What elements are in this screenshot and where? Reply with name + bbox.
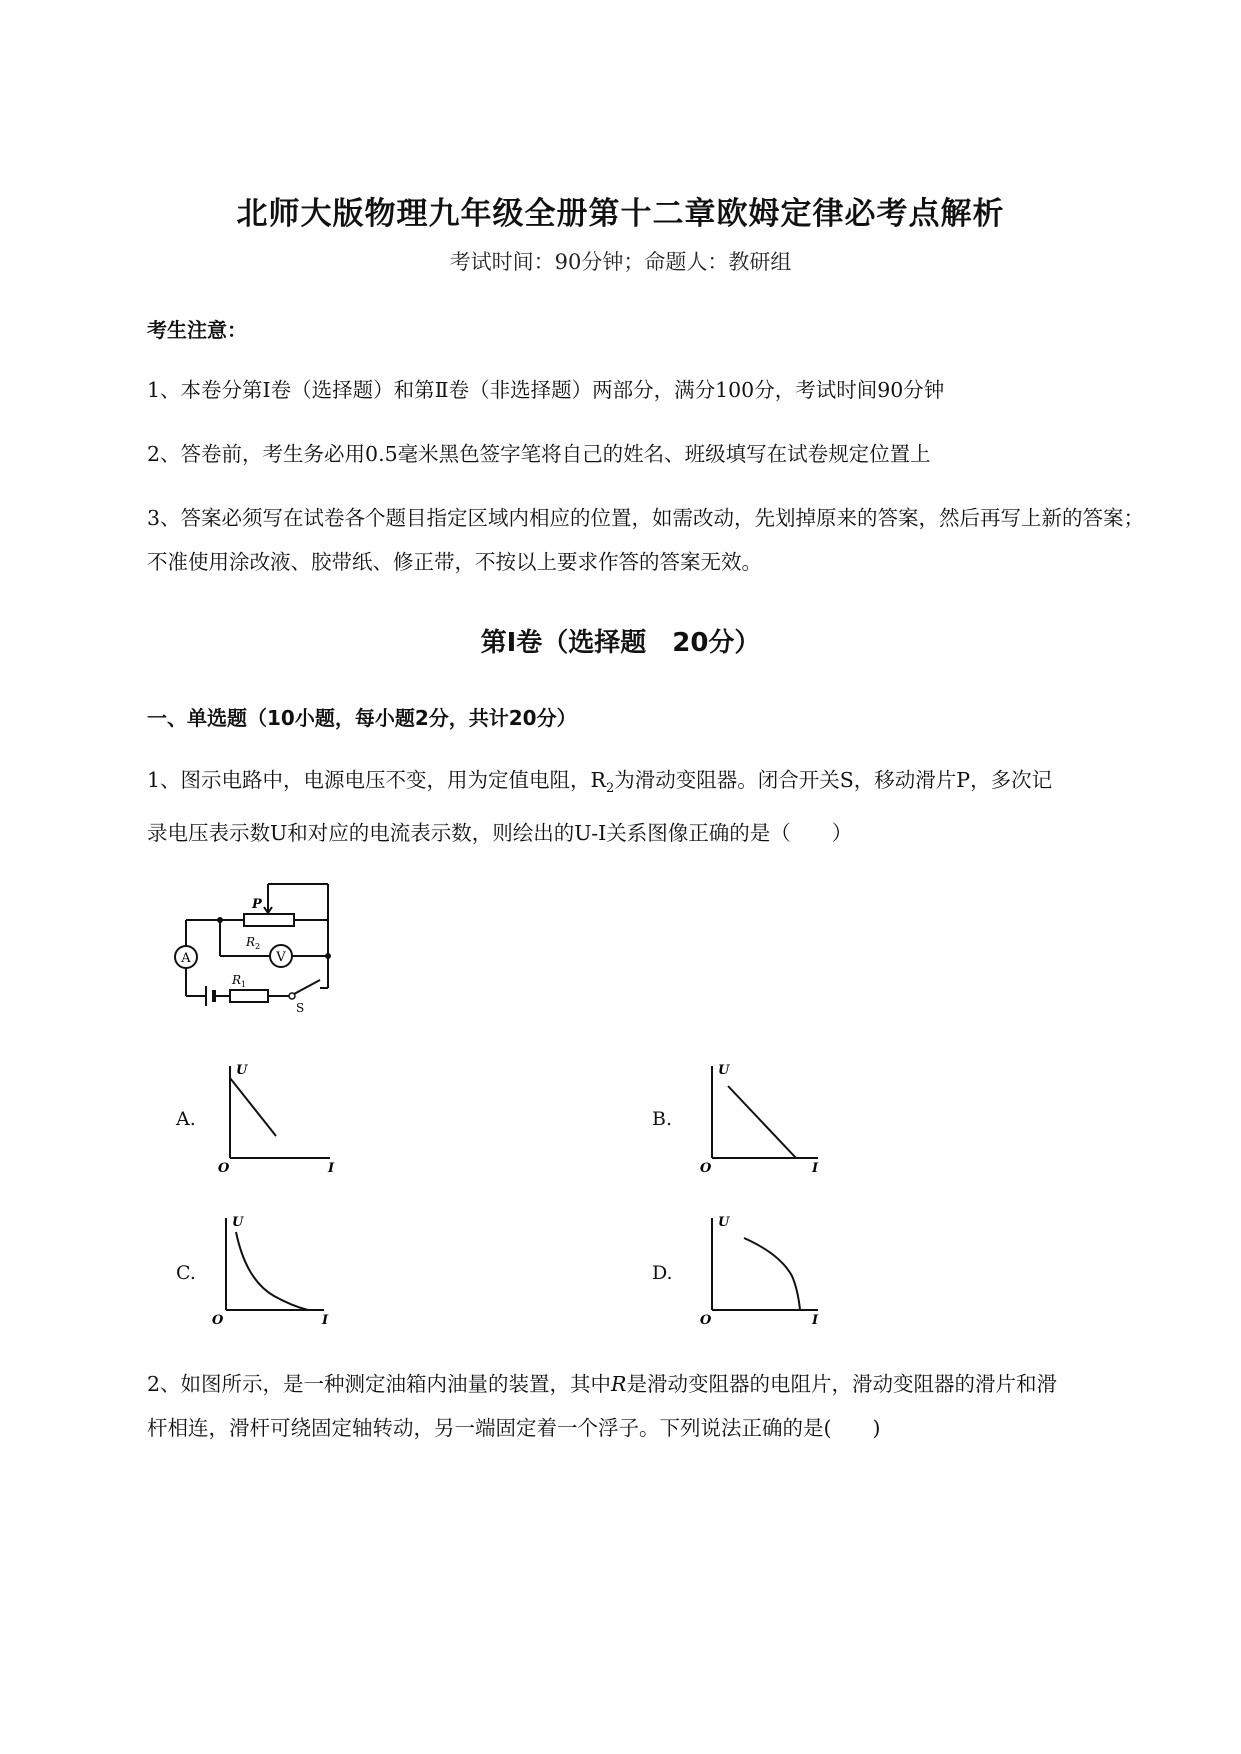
question-1-line-1: 1、图示电路中，电源电压不变，用为定值电阻，$R_2$为滑动变阻器。闭合开关S，移动滑片P，多次记 (147, 768, 1053, 797)
option-b-label[interactable]: B. (652, 1108, 673, 1130)
voltmeter-label: V (276, 950, 286, 965)
ammeter-label: A (181, 951, 191, 966)
option-a-curve (230, 1078, 276, 1136)
slider-label: P (252, 897, 262, 912)
part-heading: 一、单选题（10小题，每小题2分，共计20分） (147, 706, 577, 730)
option-d-graph[interactable] (700, 1210, 825, 1325)
notice-item-1: 1、本卷分第I卷（选择题）和第Ⅱ卷（非选择题）两部分，满分100分，考试时间90分钟 (147, 378, 945, 402)
svg-text:O: O (700, 1313, 712, 1325)
exam-info: 考试时间：90分钟；命题人：教研组 (449, 250, 792, 274)
svg-text:O: O (218, 1161, 230, 1173)
r1-sub: 1 (241, 980, 247, 989)
question-1 (147, 758, 1157, 855)
option-b-curve (728, 1086, 796, 1158)
switch-contact (289, 993, 295, 999)
question-1-line-2: 录电压表示数U和对应的电流表示数，则绘出的U-I关系图像正确的是（ ） (147, 821, 853, 846)
r2-label: R (246, 935, 256, 949)
svg-text:U: U (232, 1215, 244, 1230)
svg-text:O: O (700, 1161, 712, 1173)
svg-text:U: U (718, 1215, 730, 1230)
svg-text:U: U (718, 1063, 730, 1078)
option-c-graph[interactable] (212, 1210, 337, 1325)
option-d-curve (744, 1238, 800, 1310)
option-b-graph[interactable] (700, 1058, 825, 1173)
svg-text:I: I (812, 1161, 819, 1173)
question-2-line-1: 2、如图所示，是一种测定油箱内油量的装置，其中R是滑动变阻器的电阻片，滑动变阻器的滑片和滑 (147, 1372, 1057, 1396)
section-title: 第I卷（选择题 20分） (480, 628, 761, 658)
svg-text:O: O (212, 1313, 224, 1325)
question-2 (147, 1362, 1157, 1450)
svg-text:U: U (236, 1063, 248, 1078)
circuit-diagram (170, 878, 345, 1018)
option-c-label[interactable]: C. (176, 1262, 196, 1284)
svg-text:I: I (322, 1313, 329, 1325)
resistor-r1-shape (230, 990, 268, 1002)
option-d-label[interactable]: D. (652, 1262, 673, 1284)
page-title: 北师大版物理九年级全册第十二章欧姆定律必考点解析 (236, 196, 1005, 232)
notice-item-3: 3、答案必须写在试卷各个题目指定区域内相应的位置，如需改动，先划掉原来的答案，然后再写上新的答案；不准使用涂改液、胶带纸、修正带，不按以上要求作答的答案无效。 (147, 506, 1145, 574)
svg-text:I: I (328, 1161, 335, 1173)
option-a-graph[interactable] (218, 1058, 343, 1173)
switch-label: S (296, 1001, 305, 1015)
svg-text:I: I (812, 1313, 819, 1325)
rheostat-r2-shape (244, 914, 294, 926)
question-2-line-2: 杆相连，滑杆可绕固定轴转动，另一端固定着一个浮子。下列说法正确的是( ) (147, 1416, 881, 1440)
option-a-label[interactable]: A. (176, 1108, 196, 1130)
notice-heading: 考生注意： (147, 318, 247, 342)
r2-sub: 2 (255, 942, 261, 951)
r1-label: R (232, 973, 242, 987)
notice-item-2: 2、答卷前，考生务必用0.5毫米黑色签字笔将自己的姓名、班级填写在试卷规定位置上 (147, 442, 931, 466)
option-c-curve (236, 1232, 308, 1310)
